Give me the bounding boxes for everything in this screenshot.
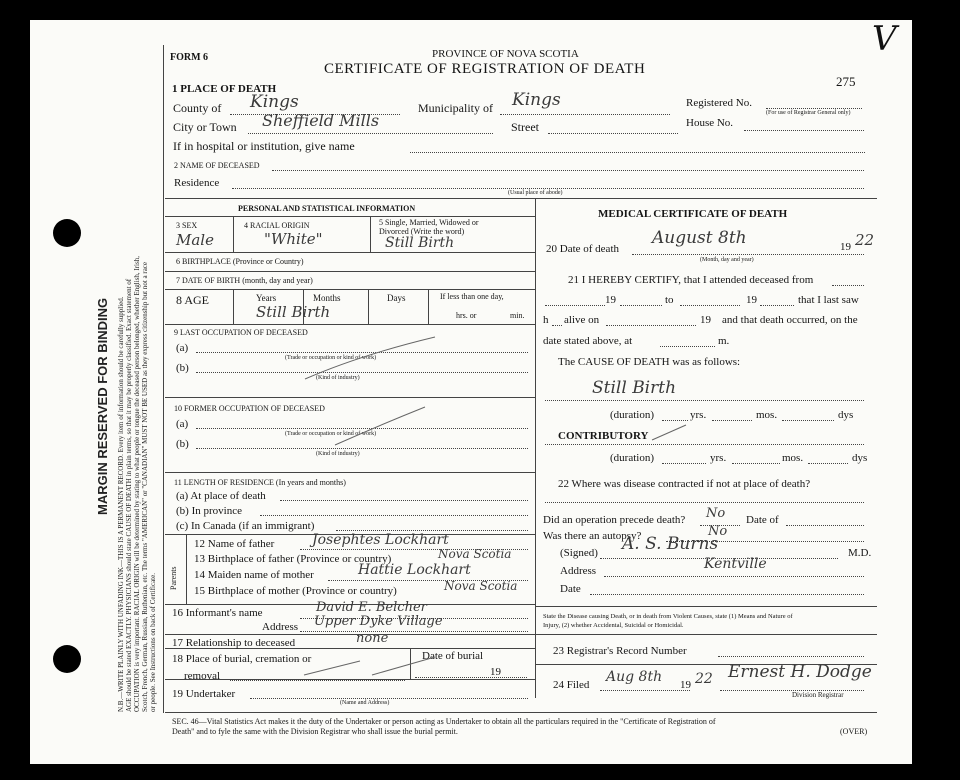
sex-label: 3 SEX [176, 221, 198, 230]
cause-of-death-heading: The CAUSE OF DEATH was as follows: [558, 356, 741, 368]
certificate-title: CERTIFICATE OF REGISTRATION OF DEATH [324, 61, 646, 77]
autopsy-value: No [708, 524, 728, 539]
city-line [248, 133, 493, 134]
strike-line [300, 335, 440, 385]
house-no-line [744, 130, 864, 131]
duration-dys: dys [852, 452, 868, 464]
rule [368, 289, 369, 324]
burial-year-label: 19 [490, 666, 501, 678]
informant-address-line [300, 631, 528, 632]
father-name-label: 12 Name of father [194, 538, 275, 550]
rule [165, 324, 535, 325]
physician-address-label: Address [560, 565, 597, 577]
burial-place-line [230, 680, 405, 681]
residence-a-line [280, 500, 528, 501]
filed-label: 24 Filed [553, 679, 590, 691]
marital-value: Still Birth [385, 235, 455, 251]
date-of-birth-label: 7 DATE OF BIRTH (month, day and year) [176, 276, 313, 285]
duration-blank [782, 420, 834, 421]
burial-removal-label: removal [184, 670, 221, 682]
autopsy-label: Was there an autopsy? [543, 530, 642, 542]
operation-date-label: Date of [746, 514, 779, 526]
rule [186, 534, 187, 604]
certify-line-2-blank [545, 305, 605, 306]
duration-blank [732, 463, 780, 464]
operation-date-line [786, 525, 864, 526]
mother-birthplace-label: 15 Birthplace of mother (Province or country) [194, 585, 397, 597]
form-left-border [163, 45, 164, 713]
age-label: 8 AGE [176, 293, 209, 307]
burial-place-label: 18 Place of burial, cremation or [172, 653, 312, 665]
county-value: Kings [250, 92, 299, 112]
rule [165, 252, 535, 253]
father-birthplace-value: Nova Scotia [438, 547, 512, 561]
contributory-label: CONTRIBUTORY [558, 430, 649, 442]
hours-label: hrs. or [456, 311, 477, 320]
residence-b-label: (b) In province [176, 505, 242, 517]
certify-line-1-blank [832, 285, 864, 286]
abode-note: (Usual place of abode) [508, 190, 563, 196]
certify-line-3-blank [606, 325, 696, 326]
former-occupation-a-label: (a) [176, 418, 189, 430]
date-of-death-line [632, 254, 864, 255]
rule [233, 289, 234, 324]
certify-date-stated: date stated above, at [543, 335, 633, 347]
residence-line [232, 188, 864, 189]
municipality-label: Municipality of [418, 101, 493, 115]
municipality-value: Kings [512, 90, 561, 110]
province-heading: PROVINCE OF NOVA SCOTIA [432, 48, 579, 60]
column-divider [535, 198, 536, 698]
footer-line-1: SEC. 46—Vital Statistics Act makes it the duty of the Undertaker or person acting as Undertaker to obtain all the particulars required in the "Certificate of Registration of [172, 717, 716, 726]
rule [165, 198, 877, 199]
rule [165, 289, 535, 290]
rule [165, 472, 535, 473]
undertaker-label: 19 Undertaker [172, 688, 236, 700]
strike-line [300, 655, 440, 679]
deceased-name-line [272, 170, 864, 171]
city-value: Sheffield Mills [262, 111, 380, 130]
last-occupation-b-label: (b) [176, 362, 189, 374]
over-label: (OVER) [840, 727, 868, 736]
duration-mos: mos. [782, 452, 804, 464]
municipality-line [500, 114, 670, 115]
burial-date-label: Date of burial [422, 650, 484, 662]
duration-yrs: yrs. [710, 452, 727, 464]
duration-dys: dys [838, 409, 854, 421]
hospital-label: If in hospital or institution, give name [173, 139, 355, 153]
filed-date-value: Aug 8th [606, 669, 663, 685]
footer-line-2: Death" and to fyle the same with the Division Registrar who shall issue the burial permit. [172, 727, 458, 736]
relationship-value: none [356, 631, 389, 646]
residence-a-label: (a) At place of death [176, 490, 266, 502]
disease-note-1: State the Disease causing Death, or in death from Violent Causes, state (1) Means and Nature of [543, 613, 793, 620]
trade-note: (Trade or occupation or kind of work) [285, 431, 377, 437]
margin-instruction-line: Scotch, French, German, Russian, Ruthenian, etc. The terms "AMERICAN" or "CANADIAN" MUST NOT BE USED as they express citizenship but not a race [141, 261, 149, 712]
registered-no-label: Registered No. [686, 97, 752, 109]
form-number: FORM 6 [170, 52, 209, 63]
duration-mos: mos. [756, 409, 778, 421]
mother-birthplace-value: Nova Scotia [444, 579, 518, 593]
length-of-residence-heading: 11 LENGTH OF RESIDENCE (In years and months) [174, 478, 346, 487]
rule [370, 216, 371, 252]
last-occupation-heading: 9 LAST OCCUPATION OF DECEASED [174, 328, 308, 337]
name-of-deceased-label: 2 NAME OF DECEASED [174, 161, 260, 170]
cause-of-death-value: Still Birth [592, 378, 677, 398]
father-birthplace-label: 13 Birthplace of father (Province or country) [194, 553, 392, 565]
certify-line-2-blank [620, 305, 662, 306]
duration-blank [662, 420, 688, 421]
physician-date-label: Date [560, 583, 581, 595]
duration-label: (duration) [610, 452, 654, 464]
rule [165, 634, 877, 635]
physician-date-line [590, 594, 864, 595]
certify-h: h [543, 314, 549, 326]
informant-name-value: David E. Belcher [316, 600, 427, 615]
certify-line-1: 21 I HEREBY CERTIFY, that I attended deceased from [568, 274, 814, 286]
cause-line [545, 400, 864, 401]
undertaker-line [250, 698, 528, 699]
minutes-label: min. [510, 311, 525, 320]
street-label: Street [511, 120, 539, 134]
mother-name-value: Hattie Lockhart [358, 562, 471, 578]
industry-note: (Kind of industry) [316, 451, 360, 457]
contributory-line [545, 444, 864, 445]
county-label: County of [173, 101, 222, 115]
rule [535, 606, 877, 607]
date-of-death-value: August 8th [652, 228, 747, 248]
birthplace-label: 6 BIRTHPLACE (Province or Country) [176, 257, 304, 266]
racial-origin-value: "White" [264, 230, 323, 248]
margin-instruction-line: AGE should be stated EXACTLY. PHYSICIANS should state CAUSE OF DEATH in plain terms, so that it may be properly classified. Exact statement of [125, 278, 133, 712]
duration-blank [662, 463, 706, 464]
registrar-note: (For use of Registrar General only) [766, 110, 851, 116]
sex-value: Male [176, 231, 214, 249]
filed-date-line [600, 690, 690, 691]
house-no-label: House No. [686, 117, 734, 129]
strike-line [650, 422, 690, 442]
place-of-death-heading: 1 PLACE OF DEATH [172, 83, 277, 95]
residence-label: Residence [174, 177, 220, 189]
informant-address-value: Upper Dyke Village [314, 614, 443, 629]
registrar-record-line [718, 656, 864, 657]
margin-instruction-line: or people. See Instructions on back of Certificate. [149, 573, 157, 712]
mother-name-label: 14 Maiden name of mother [194, 569, 314, 581]
informant-address-label: Address [262, 621, 299, 633]
years-label: Years [256, 293, 277, 303]
binding-hole-top [53, 219, 81, 247]
rule [233, 216, 234, 252]
industry-note: (Kind of industry) [316, 375, 360, 381]
operation-label: Did an operation precede death? [543, 514, 686, 526]
filed-year-prefix: 19 [680, 679, 691, 691]
signed-label: (Signed) [560, 547, 598, 559]
corner-check-mark: V [872, 19, 897, 59]
former-occupation-heading: 10 FORMER OCCUPATION OF DECEASED [174, 404, 325, 413]
medical-certificate-heading: MEDICAL CERTIFICATE OF DEATH [598, 208, 788, 220]
certify-to: to [665, 294, 674, 306]
certify-m: m. [718, 335, 730, 347]
father-name-value: Josephtes Lockhart [312, 532, 449, 548]
certify-line-3-blank [552, 325, 562, 326]
personal-info-heading: PERSONAL AND STATISTICAL INFORMATION [238, 204, 416, 213]
duration-yrs: yrs. [690, 409, 707, 421]
duration-label: (duration) [610, 409, 654, 421]
marital-label: 5 Single, Married, Widowed or [379, 218, 479, 227]
marital-label-2: Divorced (Write the word) [379, 227, 465, 236]
date-of-death-label: 20 Date of death [546, 243, 619, 255]
filed-year-value: 22 [695, 671, 713, 687]
rule [165, 271, 535, 272]
registrar-record-label: 23 Registrar's Record Number [553, 645, 687, 657]
duration-blank [808, 463, 848, 464]
death-year-value: 22 [855, 231, 875, 249]
certify-to-year: 19 [746, 294, 757, 306]
certify-line-2-blank [760, 305, 794, 306]
less-than-day-label: If less than one day, [440, 292, 504, 301]
street-line [548, 133, 678, 134]
days-label: Days [387, 293, 406, 303]
name-address-note: (Name and Address) [340, 700, 390, 706]
racial-origin-label: 4 RACIAL ORIGIN [244, 221, 310, 230]
md-label: M.D. [848, 547, 872, 559]
age-value: Still Birth [256, 303, 331, 321]
registered-no-line [766, 108, 862, 109]
certify-alive-on: alive on [564, 314, 600, 326]
trade-note: (Trade or occupation or kind of work) [285, 355, 377, 361]
certify-from-year: 19 [605, 294, 616, 306]
q22-line [545, 502, 864, 503]
registered-number-stamp: 275 [836, 74, 856, 89]
disease-note-2: Injury, (2) whether Accidental, Suicidal or Homicidal. [543, 622, 684, 629]
duration-blank [712, 420, 752, 421]
certify-alive-year: 19 [700, 314, 711, 326]
certify-death-occurred: and that death occurred, on the [722, 314, 858, 326]
physician-address-value: Kentville [704, 556, 767, 572]
rule [165, 712, 877, 713]
certify-line-2-blank [680, 305, 740, 306]
margin-instruction-line: N.B.—WRITE PLAINLY WITH UNFADING INK—THIS IS A PERMANENT RECORD. Every item of information should be carefully supplied. [117, 296, 125, 712]
physician-address-line [604, 576, 864, 577]
last-occupation-a-label: (a) [176, 342, 189, 354]
parents-label: Parents [169, 566, 178, 590]
residence-c-line [336, 530, 528, 531]
certify-last-saw: that I last saw [798, 294, 859, 306]
signed-value: A. S. Burns [622, 534, 719, 554]
certify-line-4-blank [660, 346, 715, 347]
former-occupation-b-label: (b) [176, 438, 189, 450]
death-year-prefix: 19 [840, 241, 851, 253]
binding-margin-label: MARGIN RESERVED FOR BINDING [95, 297, 110, 515]
strike-line [330, 405, 430, 450]
binding-hole-bottom [53, 645, 81, 673]
residence-c-label: (c) In Canada (if an immigrant) [176, 520, 315, 532]
relationship-label: 17 Relationship to deceased [172, 637, 296, 649]
q22-label: 22 Where was disease contracted if not at place of death? [558, 478, 811, 490]
operation-value: No [706, 506, 726, 521]
informant-name-label: 16 Informant's name [172, 607, 263, 619]
registrar-signature: Ernest H. Dodge [728, 662, 872, 682]
city-label: City or Town [173, 120, 237, 134]
rule [165, 216, 535, 217]
hospital-line [410, 152, 865, 153]
months-label: Months [313, 293, 341, 303]
rule [428, 289, 429, 324]
rule [165, 397, 535, 398]
margin-instruction-line: OCCUPATION is very important. RACIAL ORIGIN will be determined by stating to what people or tongue the deceased person belonged, whether English, Irish, [133, 256, 141, 712]
division-registrar-note: Division Registrar [792, 691, 844, 699]
residence-b-line [260, 515, 528, 516]
date-of-death-note: (Month, day and year) [700, 257, 754, 263]
